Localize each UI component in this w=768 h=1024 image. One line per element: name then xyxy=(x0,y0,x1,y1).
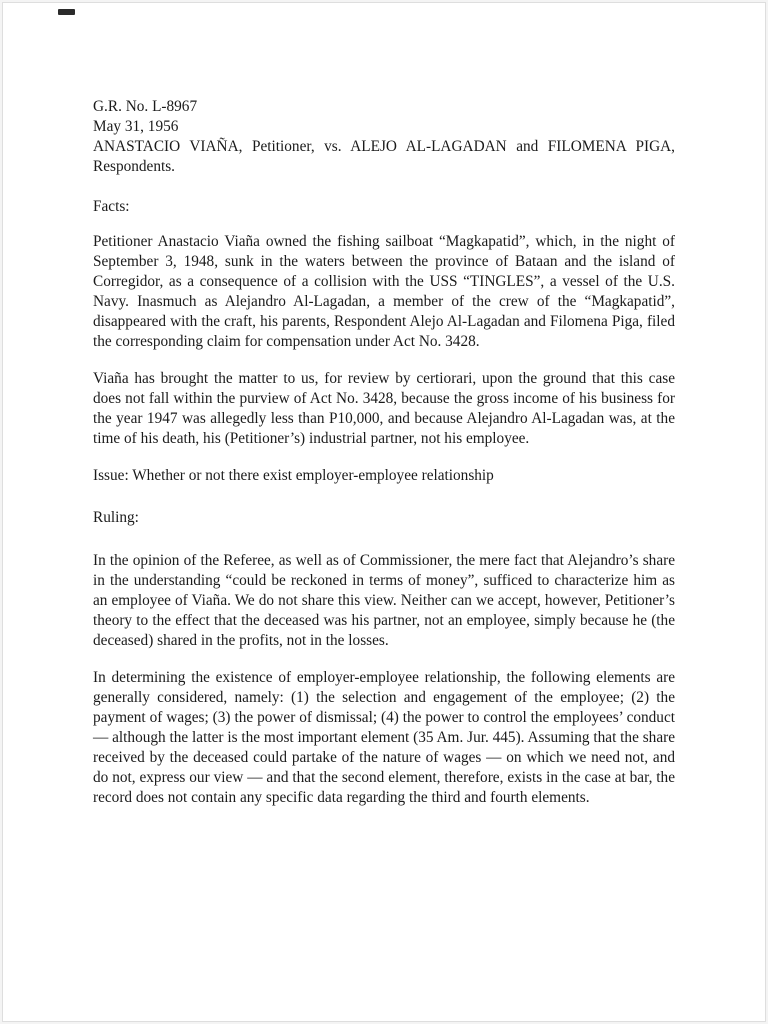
scan-artifact-mark xyxy=(58,9,75,15)
case-number: G.R. No. L-8967 xyxy=(93,98,198,115)
document-page xyxy=(2,2,766,1022)
facts-paragraph-2: Viaña has brought the matter to us, for review by certiorari, upon the ground that this case does not fall within the purview of Act No. 3428, because the gross income of his business for the year 1947 was allegedly less than P10,000, and because Alejandro Al-Lagadan was, at the time of his death, his (Petitioner’s) industrial partner, not his employee. xyxy=(93,370,675,447)
document-content xyxy=(93,97,675,825)
facts-heading: Facts: xyxy=(93,198,130,215)
ruling-heading: Ruling: xyxy=(93,509,139,526)
facts-paragraph-1: Petitioner Anastacio Viaña owned the fishing sailboat “Magkapatid”, which, in the night of September 3, 1948, sunk in the waters between the province of Bataan and the island of Corregidor, as a consequence of a collision with the USS “TINGLES”, a vessel of the U.S. Navy. Inasmuch as Alejandro Al-Lagadan, a member of the crew of the “Magkapatid”, disappeared with the craft, his parents, Respondent Alejo Al-Lagadan and Filomena Piga, filed the corresponding claim for compensation under Act No. 3428. xyxy=(93,233,675,350)
case-title: ANASTACIO VIAÑA, Petitioner, vs. ALEJO AL-LAGADAN and FILOMENA PIGA, Respondents. xyxy=(93,138,675,175)
ruling-paragraph-2: In determining the existence of employer-employee relationship, the following elements are generally considered, namely: (1) the selection and engagement of the employee; (2) the payment of wages; (3) the power of dismissal; (4) the power to control the employees’ conduct — although the latter is the most important element (35 Am. Jur. 445). Assuming that the share received by the deceased could partake of the nature of wages — on which we need not, and do not, express our view — and that the second element, therefore, exists in the case at bar, the record does not contain any specific data regarding the third and fourth elements. xyxy=(93,669,675,806)
issue-line: Issue: Whether or not there exist employer-employee relationship xyxy=(93,467,494,484)
decision-date: May 31, 1956 xyxy=(93,118,179,135)
ruling-paragraph-1: In the opinion of the Referee, as well as of Commissioner, the mere fact that Alejandro’s share in the understanding “could be reckoned in terms of money”, sufficed to characterize him as an employee of Viaña. We do not share this view. Neither can we accept, however, Petitioner’s theory to the effect that the deceased was his partner, not an employee, simply because he (the deceased) shared in the profits, not in the losses. xyxy=(93,552,675,649)
